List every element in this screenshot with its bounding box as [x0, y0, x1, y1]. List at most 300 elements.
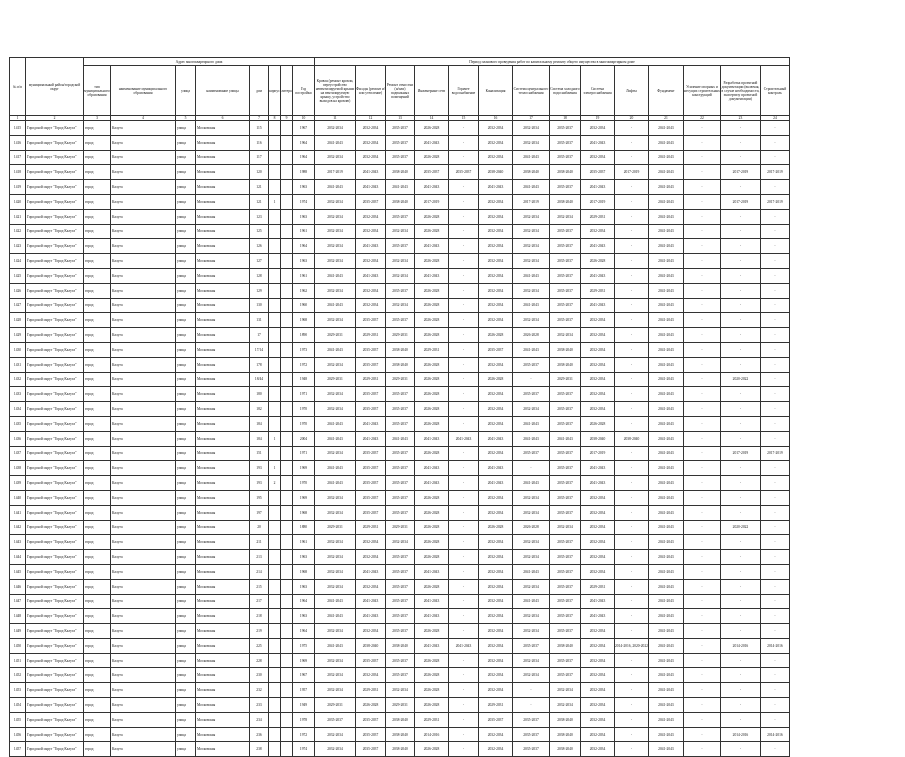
table-cell: 2041-2043 — [648, 402, 683, 417]
table-cell: 2038-2040 — [386, 165, 415, 180]
table-cell: 2041-2043 — [648, 668, 683, 683]
table-cell: 1967 — [293, 121, 315, 136]
table-cell: 2032-2034 — [513, 313, 550, 328]
table-cell: город — [84, 609, 111, 624]
column-header: Система электроснабжения — [581, 66, 615, 116]
table-cell: - — [449, 150, 479, 165]
table-cell: 2035-2037 — [513, 387, 550, 402]
table-cell: 2041-2043 — [648, 624, 683, 639]
table-cell: 1970 — [293, 476, 315, 491]
table-cell: 2041-2043 — [648, 268, 683, 283]
table-cell: 2020-2022 — [720, 372, 760, 387]
table-cell: 2041-2043 — [415, 476, 449, 491]
table-cell: - — [760, 239, 789, 254]
table-cell: 2004 — [293, 431, 315, 446]
table-cell: 2032-2034 — [386, 268, 415, 283]
table-cell: Городской округ "Город Калуга" — [26, 653, 84, 668]
table-cell: 1964 — [293, 239, 315, 254]
table-cell: 1974 — [293, 742, 315, 757]
table-cell: - — [449, 372, 479, 387]
table-cell: 2035-2037 — [356, 446, 386, 461]
table-cell — [269, 387, 281, 402]
table-cell: 1962 — [293, 283, 315, 298]
table-cell: 2032-2034 — [386, 254, 415, 269]
table-cell: 2041-2043 — [648, 727, 683, 742]
table-cell: Калуга — [111, 313, 176, 328]
table-cell — [269, 550, 281, 565]
table-cell: город — [84, 357, 111, 372]
table-cell: улица — [176, 594, 196, 609]
table-cell: - — [449, 535, 479, 550]
table-cell: город — [84, 446, 111, 461]
table-cell: улица — [176, 416, 196, 431]
table-cell: 2032-2034 — [581, 387, 615, 402]
table-cell: Московская — [196, 328, 250, 343]
table-cell: - — [615, 609, 649, 624]
table-cell: 2035-2037 — [550, 609, 581, 624]
table-cell: Городской округ "Город Калуга" — [26, 372, 84, 387]
table-cell: 2032-2034 — [581, 520, 615, 535]
table-cell: город — [84, 342, 111, 357]
table-cell — [269, 490, 281, 505]
table-cell: - — [513, 461, 550, 476]
table-cell: 1971 — [293, 387, 315, 402]
table-cell: 2032-2034 — [581, 727, 615, 742]
table-cell: 2041-2043 — [315, 431, 356, 446]
table-cell: 2041-2043 — [648, 550, 683, 565]
table-cell: Городской округ "Город Калуга" — [26, 165, 84, 180]
table-cell: 2035-2037 — [550, 653, 581, 668]
table-cell: улица — [176, 535, 196, 550]
table-cell: 2038-2040 — [513, 165, 550, 180]
table-cell: 2026-2028 — [415, 579, 449, 594]
table-cell: 1425 — [10, 268, 26, 283]
table-cell: 2026-2028 — [415, 668, 449, 683]
table-cell: - — [615, 505, 649, 520]
table-cell: 2041-2043 — [648, 520, 683, 535]
table-cell: улица — [176, 239, 196, 254]
table-cell: 2035-2037 — [356, 505, 386, 520]
table-cell: Московская — [196, 653, 250, 668]
table-cell: Калуга — [111, 268, 176, 283]
table-cell: - — [683, 224, 720, 239]
table-cell: 1442 — [10, 520, 26, 535]
table-cell: 2041-2043 — [415, 461, 449, 476]
table-cell: - — [760, 476, 789, 491]
column-header: Фундамент — [648, 66, 683, 116]
table-cell: 2041-2043 — [356, 239, 386, 254]
table-cell: 2017-2019 — [513, 194, 550, 209]
column-number: 11 — [315, 116, 356, 121]
table-cell: улица — [176, 194, 196, 209]
table-cell: - — [683, 239, 720, 254]
table-cell: Городской округ "Город Калуга" — [26, 742, 84, 757]
table-cell: 2029-2031 — [315, 372, 356, 387]
table-cell: город — [84, 194, 111, 209]
table-cell: 1968 — [293, 564, 315, 579]
table-cell: Городской округ "Город Калуга" — [26, 476, 84, 491]
table-cell: - — [449, 254, 479, 269]
table-cell: 2035-2037 — [386, 402, 415, 417]
table-cell: улица — [176, 653, 196, 668]
table-cell: 2041-2043 — [648, 328, 683, 343]
column-number: 17 — [513, 116, 550, 121]
table-cell: Калуга — [111, 209, 176, 224]
table-cell — [281, 135, 293, 150]
table-cell: 2020-2022 — [720, 520, 760, 535]
table-cell: 2041-2043 — [648, 638, 683, 653]
table-cell: - — [760, 712, 789, 727]
table-cell — [281, 328, 293, 343]
table-cell: 2035-2037 — [550, 224, 581, 239]
table-row — [10, 135, 790, 150]
table-cell: 233 — [250, 698, 269, 713]
table-cell: 2032-2034 — [479, 594, 513, 609]
table-cell: 2035-2037 — [513, 638, 550, 653]
table-cell: Городской округ "Город Калуга" — [26, 638, 84, 653]
table-cell: 2032-2034 — [581, 313, 615, 328]
table-cell: Московская — [196, 461, 250, 476]
table-row — [10, 727, 790, 742]
table-row — [10, 150, 790, 165]
table-cell: 2032-2034 — [315, 490, 356, 505]
table-cell: - — [449, 683, 479, 698]
table-cell: 2038-2040 — [550, 742, 581, 757]
table-cell: - — [760, 150, 789, 165]
table-cell: 2035-2037 — [386, 416, 415, 431]
table-cell — [281, 505, 293, 520]
table-cell: - — [449, 121, 479, 136]
table-cell: 2035-2037 — [550, 535, 581, 550]
table-cell: 2035-2037 — [356, 653, 386, 668]
table-cell: 184 — [250, 416, 269, 431]
table-cell: 2032-2034 — [513, 653, 550, 668]
table-cell: 2041-2043 — [315, 461, 356, 476]
table-cell: - — [720, 653, 760, 668]
table-cell: 2041-2043 — [356, 564, 386, 579]
table-cell: Калуга — [111, 476, 176, 491]
table-cell: 2032-2034 — [315, 313, 356, 328]
table-cell: 2029-2031 — [386, 328, 415, 343]
table-cell: - — [720, 490, 760, 505]
table-cell: - — [449, 402, 479, 417]
table-cell: 236 — [250, 727, 269, 742]
table-cell: Московская — [196, 209, 250, 224]
table-cell: Городской округ "Город Калуга" — [26, 342, 84, 357]
table-cell: 116 — [250, 135, 269, 150]
table-cell: 2035-2037 — [386, 609, 415, 624]
table-cell: улица — [176, 624, 196, 639]
column-header: Фасады (ремонт и/или утепление) — [356, 66, 386, 116]
table-cell: Городской округ "Город Калуга" — [26, 446, 84, 461]
table-cell: 2032-2034 — [315, 550, 356, 565]
table-cell: 2041-2043 — [356, 416, 386, 431]
table-cell: 2041-2043 — [415, 564, 449, 579]
table-row — [10, 372, 790, 387]
table-cell: - — [683, 461, 720, 476]
table-cell: - — [615, 727, 649, 742]
table-cell: Калуга — [111, 357, 176, 372]
table-cell: 2041-2043 — [415, 638, 449, 653]
table-cell: - — [720, 328, 760, 343]
table-cell: - — [760, 298, 789, 313]
table-cell: 2026-2028 — [479, 372, 513, 387]
table-cell — [281, 387, 293, 402]
column-number: 3 — [84, 116, 111, 121]
table-cell: Городской округ "Город Калуга" — [26, 564, 84, 579]
table-cell: 1456 — [10, 727, 26, 742]
table-cell: 2032-2034 — [479, 268, 513, 283]
table-cell: 129 — [250, 283, 269, 298]
table-row — [10, 638, 790, 653]
table-cell: 1967 — [293, 668, 315, 683]
table-cell: город — [84, 180, 111, 195]
column-number: 9 — [281, 116, 293, 121]
table-cell: - — [720, 742, 760, 757]
table-cell: - — [760, 209, 789, 224]
table-cell: 2032-2034 — [513, 490, 550, 505]
table-cell: - — [683, 520, 720, 535]
table-cell: 2035-2037 — [386, 653, 415, 668]
table-cell: 2032-2034 — [315, 239, 356, 254]
table-cell — [269, 357, 281, 372]
table-cell: - — [683, 180, 720, 195]
table-cell: 225 — [250, 638, 269, 653]
table-cell: - — [615, 121, 649, 136]
table-cell — [281, 402, 293, 417]
table-cell: 2032-2034 — [479, 387, 513, 402]
table-cell: 2041-2043 — [648, 683, 683, 698]
table-cell: улица — [176, 298, 196, 313]
table-cell: 2032-2034 — [581, 402, 615, 417]
table-cell: город — [84, 416, 111, 431]
table-cell: 2032-2034 — [479, 298, 513, 313]
table-cell: - — [760, 505, 789, 520]
table-cell: 2032-2034 — [513, 283, 550, 298]
table-cell: 182 — [250, 402, 269, 417]
table-cell: 1949 — [293, 698, 315, 713]
table-cell: город — [84, 638, 111, 653]
table-cell: Городской округ "Город Калуга" — [26, 239, 84, 254]
table-cell: Городской округ "Город Калуга" — [26, 490, 84, 505]
table-row — [10, 239, 790, 254]
table-cell: - — [720, 224, 760, 239]
table-cell: 2032-2034 — [581, 638, 615, 653]
table-cell: 2041-2043 — [356, 594, 386, 609]
table-cell: 2038-2040 — [386, 727, 415, 742]
column-header: Разработка проектной документации (включая, в случае необходимости, экспертизу проектной документации) — [720, 66, 760, 116]
table-cell: 2035-2037 — [513, 357, 550, 372]
table-cell: 1890 — [293, 328, 315, 343]
table-cell: - — [615, 342, 649, 357]
table-cell: 2032-2034 — [315, 194, 356, 209]
table-cell: - — [760, 564, 789, 579]
table-cell: - — [449, 550, 479, 565]
table-cell: - — [760, 342, 789, 357]
table-cell: 2035-2037 — [386, 579, 415, 594]
table-cell: 1880 — [293, 520, 315, 535]
table-cell: 2032-2034 — [356, 254, 386, 269]
table-cell: - — [760, 624, 789, 639]
table-cell: 2035-2037 — [550, 550, 581, 565]
table-cell: 2026-2028 — [479, 328, 513, 343]
table-cell: Калуга — [111, 698, 176, 713]
table-cell: Калуга — [111, 298, 176, 313]
table-cell — [269, 698, 281, 713]
table-cell: 2032-2034 — [513, 668, 550, 683]
table-cell: 2041-2043 — [648, 224, 683, 239]
table-cell: 2032-2034 — [513, 550, 550, 565]
table-cell: - — [683, 683, 720, 698]
table-cell: 2032-2034 — [581, 712, 615, 727]
table-cell: 2032-2034 — [315, 254, 356, 269]
table-cell: 1436 — [10, 431, 26, 446]
table-cell: 2035-2037 — [550, 579, 581, 594]
table-cell: 2032-2034 — [550, 698, 581, 713]
table-cell: улица — [176, 357, 196, 372]
column-header: муниципальный район/городской округ — [26, 58, 84, 116]
table-cell: 2029-2031 — [581, 579, 615, 594]
table-cell: 211 — [250, 535, 269, 550]
table-cell: - — [760, 328, 789, 343]
table-cell: - — [720, 505, 760, 520]
table-cell: - — [683, 624, 720, 639]
table-cell: улица — [176, 254, 196, 269]
table-cell: Калуга — [111, 712, 176, 727]
table-cell: 2026-2028 — [415, 505, 449, 520]
table-cell: Московская — [196, 283, 250, 298]
table-cell: Калуга — [111, 342, 176, 357]
table-cell: - — [615, 372, 649, 387]
column-number: 18 — [550, 116, 581, 121]
column-header: № п/п — [10, 58, 26, 116]
table-cell: 2032-2034 — [513, 579, 550, 594]
table-cell: 2038-2040 — [386, 357, 415, 372]
table-cell: 2041-2043 — [648, 165, 683, 180]
table-cell: 2035-2037 — [550, 313, 581, 328]
table-cell: Московская — [196, 564, 250, 579]
table-cell: - — [449, 194, 479, 209]
table-cell: город — [84, 461, 111, 476]
table-cell: - — [513, 698, 550, 713]
table-cell: 2041-2043 — [581, 609, 615, 624]
table-cell: 2035-2037 — [356, 387, 386, 402]
table-cell: 2032-2034 — [513, 505, 550, 520]
table-cell: 2032-2034 — [479, 564, 513, 579]
table-cell: - — [683, 342, 720, 357]
column-number: 12 — [356, 116, 386, 121]
table-cell: 1434 — [10, 402, 26, 417]
table-cell — [281, 313, 293, 328]
table-cell: 2038-2040 — [550, 357, 581, 372]
table-cell: Калуга — [111, 624, 176, 639]
column-header: Система центрального теплоснабжения — [513, 66, 550, 116]
table-cell: улица — [176, 550, 196, 565]
table-cell: 2035-2037 — [550, 402, 581, 417]
table-cell: 2041-2043 — [415, 431, 449, 446]
table-cell: 131 — [250, 313, 269, 328]
table-cell: город — [84, 698, 111, 713]
table-cell: 1964 — [293, 594, 315, 609]
table-cell: 2032-2034 — [315, 535, 356, 550]
table-cell: 2035-2037 — [479, 712, 513, 727]
table-cell: 2035-2037 — [356, 476, 386, 491]
table-cell: - — [760, 268, 789, 283]
table-cell: 2032-2034 — [356, 579, 386, 594]
table-cell: - — [683, 535, 720, 550]
table-cell: Калуга — [111, 283, 176, 298]
table-cell — [281, 268, 293, 283]
table-cell: 2032-2034 — [479, 135, 513, 150]
table-cell: - — [449, 313, 479, 328]
table-cell: - — [615, 180, 649, 195]
table-cell: Московская — [196, 594, 250, 609]
table-cell: - — [449, 446, 479, 461]
table-cell: Калуга — [111, 135, 176, 150]
table-cell: Московская — [196, 121, 250, 136]
table-cell: 2032-2034 — [356, 283, 386, 298]
table-cell: - — [615, 698, 649, 713]
table-cell: 2035-2037 — [386, 490, 415, 505]
table-row — [10, 476, 790, 491]
table-cell — [281, 653, 293, 668]
table-row — [10, 298, 790, 313]
table-cell — [269, 209, 281, 224]
table-row — [10, 194, 790, 209]
table-cell: - — [449, 653, 479, 668]
table-cell: улица — [176, 476, 196, 491]
table-cell — [269, 224, 281, 239]
table-cell: 1963 — [293, 254, 315, 269]
table-cell: 213 — [250, 550, 269, 565]
table-cell: - — [615, 683, 649, 698]
table-cell: 1427 — [10, 298, 26, 313]
table-cell: город — [84, 298, 111, 313]
table-cell: 2041-2043 — [513, 342, 550, 357]
table-cell — [281, 121, 293, 136]
table-cell: улица — [176, 121, 196, 136]
table-cell: - — [449, 209, 479, 224]
table-cell: 2041-2043 — [648, 579, 683, 594]
table-cell: 2041-2043 — [648, 135, 683, 150]
table-cell: 2041-2043 — [648, 387, 683, 402]
table-cell: город — [84, 742, 111, 757]
table-cell: Городской округ "Город Калуга" — [26, 579, 84, 594]
table-cell: - — [449, 742, 479, 757]
table-row — [10, 712, 790, 727]
table-cell — [269, 712, 281, 727]
table-cell: 2041-2043 — [648, 372, 683, 387]
table-cell: 1968 — [293, 313, 315, 328]
table-cell: Московская — [196, 550, 250, 565]
table-cell: 2041-2043 — [648, 698, 683, 713]
table-cell: Городской округ "Город Калуга" — [26, 594, 84, 609]
table-cell: 1424 — [10, 254, 26, 269]
table-cell: - — [720, 624, 760, 639]
table-cell: город — [84, 653, 111, 668]
table-cell: 2041-2043 — [648, 283, 683, 298]
table-cell: улица — [176, 712, 196, 727]
column-number: 20 — [615, 116, 649, 121]
table-cell: 2026-2028 — [581, 416, 615, 431]
table-cell: - — [760, 490, 789, 505]
table-cell: 17 — [250, 328, 269, 343]
table-cell — [269, 121, 281, 136]
table-cell: 2032-2034 — [513, 209, 550, 224]
table-cell: 2041-2043 — [415, 609, 449, 624]
table-cell — [269, 372, 281, 387]
table-cell: 128 — [250, 268, 269, 283]
